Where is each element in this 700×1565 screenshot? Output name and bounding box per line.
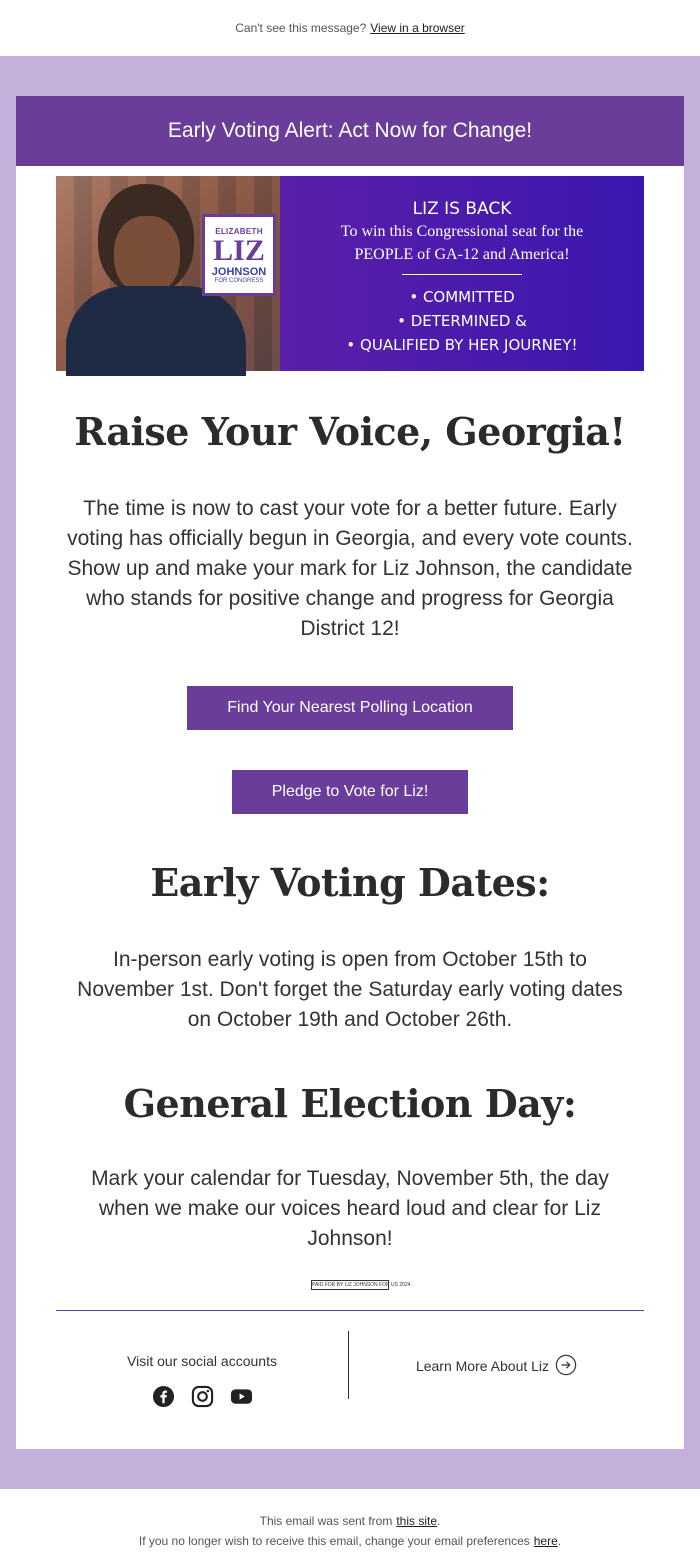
banner-rule [402, 274, 522, 275]
alert-title: Early Voting Alert: Act Now for Change! [167, 119, 533, 142]
logo-tagline: FOR CONGRESS [214, 277, 264, 284]
youtube-icon[interactable] [230, 1385, 253, 1413]
logo-last-name: JOHNSON [211, 265, 267, 278]
main-heading: Raise Your Voice, Georgia! [74, 409, 626, 454]
preferences-here-link[interactable]: here [533, 1534, 558, 1548]
election-day-heading: General Election Day: [123, 1081, 577, 1126]
early-voting-heading: Early Voting Dates: [150, 860, 550, 905]
email-outer [0, 56, 700, 1489]
banner-message [280, 176, 644, 371]
learn-more-label[interactable]: Learn More About Liz [415, 1358, 550, 1374]
social-label: Visit our social accounts [127, 1353, 277, 1369]
footer-divider [56, 1310, 644, 1311]
campaign-banner[interactable] [56, 176, 644, 371]
campaign-logo [202, 214, 276, 296]
early-voting-paragraph: In-person early voting is open from October 15th to November 1st. Don't forget the Saturday early voting dates on October 19th and October 26th. [77, 948, 623, 1031]
banner-line-2: PEOPLE of GA-12 and America! [354, 246, 570, 263]
footer-sent-from-text: This email was sent from [259, 1514, 393, 1528]
election-day-paragraph: Mark your calendar for Tuesday, November 5th, the day when we make our voices heard loud and clear for Liz Johnson! [91, 1167, 609, 1250]
main-paragraph: The time is now to cast your vote for a better future. Early voting has officially begun in Georgia, and every vote counts. Show up and make your mark for Liz Johnson, the candidate who stands for positive change and progress for Georgia District 12! [67, 497, 633, 640]
this-site-link[interactable]: this site [396, 1514, 438, 1528]
email-footer [0, 1489, 700, 1551]
banner-line-1: To win this Congressional seat for the [340, 223, 584, 240]
learn-more-link[interactable] [349, 1331, 644, 1421]
pledge-to-vote-button[interactable]: Pledge to Vote for Liz! [232, 770, 468, 814]
footer-line-1: This email was sent from this site. [259, 1514, 441, 1528]
social-icons [56, 1385, 348, 1413]
banner-bullet: • COMMITTED [409, 288, 515, 306]
arrow-circle-right-icon[interactable] [549, 1354, 577, 1379]
logo-liz: LIZ [213, 233, 265, 267]
instagram-icon[interactable] [191, 1385, 214, 1413]
banner-bullet: • DETERMINED & [397, 312, 527, 330]
banner-headline: LIZ IS BACK [412, 199, 512, 219]
preheader-text: Can't see this message? [235, 21, 367, 35]
candidate-photo [56, 176, 280, 371]
social-section [56, 1331, 349, 1399]
logo-first-name: ELIZABETH [215, 226, 263, 236]
footer-links-row [56, 1331, 644, 1421]
alert-header [16, 96, 684, 166]
footer-line-2: If you no longer wish to receive this email, change your email preferences here. [138, 1534, 562, 1548]
find-polling-location-button[interactable]: Find Your Nearest Polling Location [187, 686, 513, 730]
email-card [16, 96, 684, 1449]
footer-preferences-text: If you no longer wish to receive this email, change your email preferences [138, 1534, 530, 1548]
facebook-icon[interactable] [152, 1385, 175, 1413]
preheader [0, 0, 700, 56]
view-in-browser-link[interactable]: View in a browser [370, 21, 465, 35]
paid-for-disclaimer: PAID FOR BY LIZ JOHNSON FOR US 2024 [312, 1282, 411, 1288]
banner-bullet: • QUALIFIED BY HER JOURNEY! [346, 336, 578, 354]
